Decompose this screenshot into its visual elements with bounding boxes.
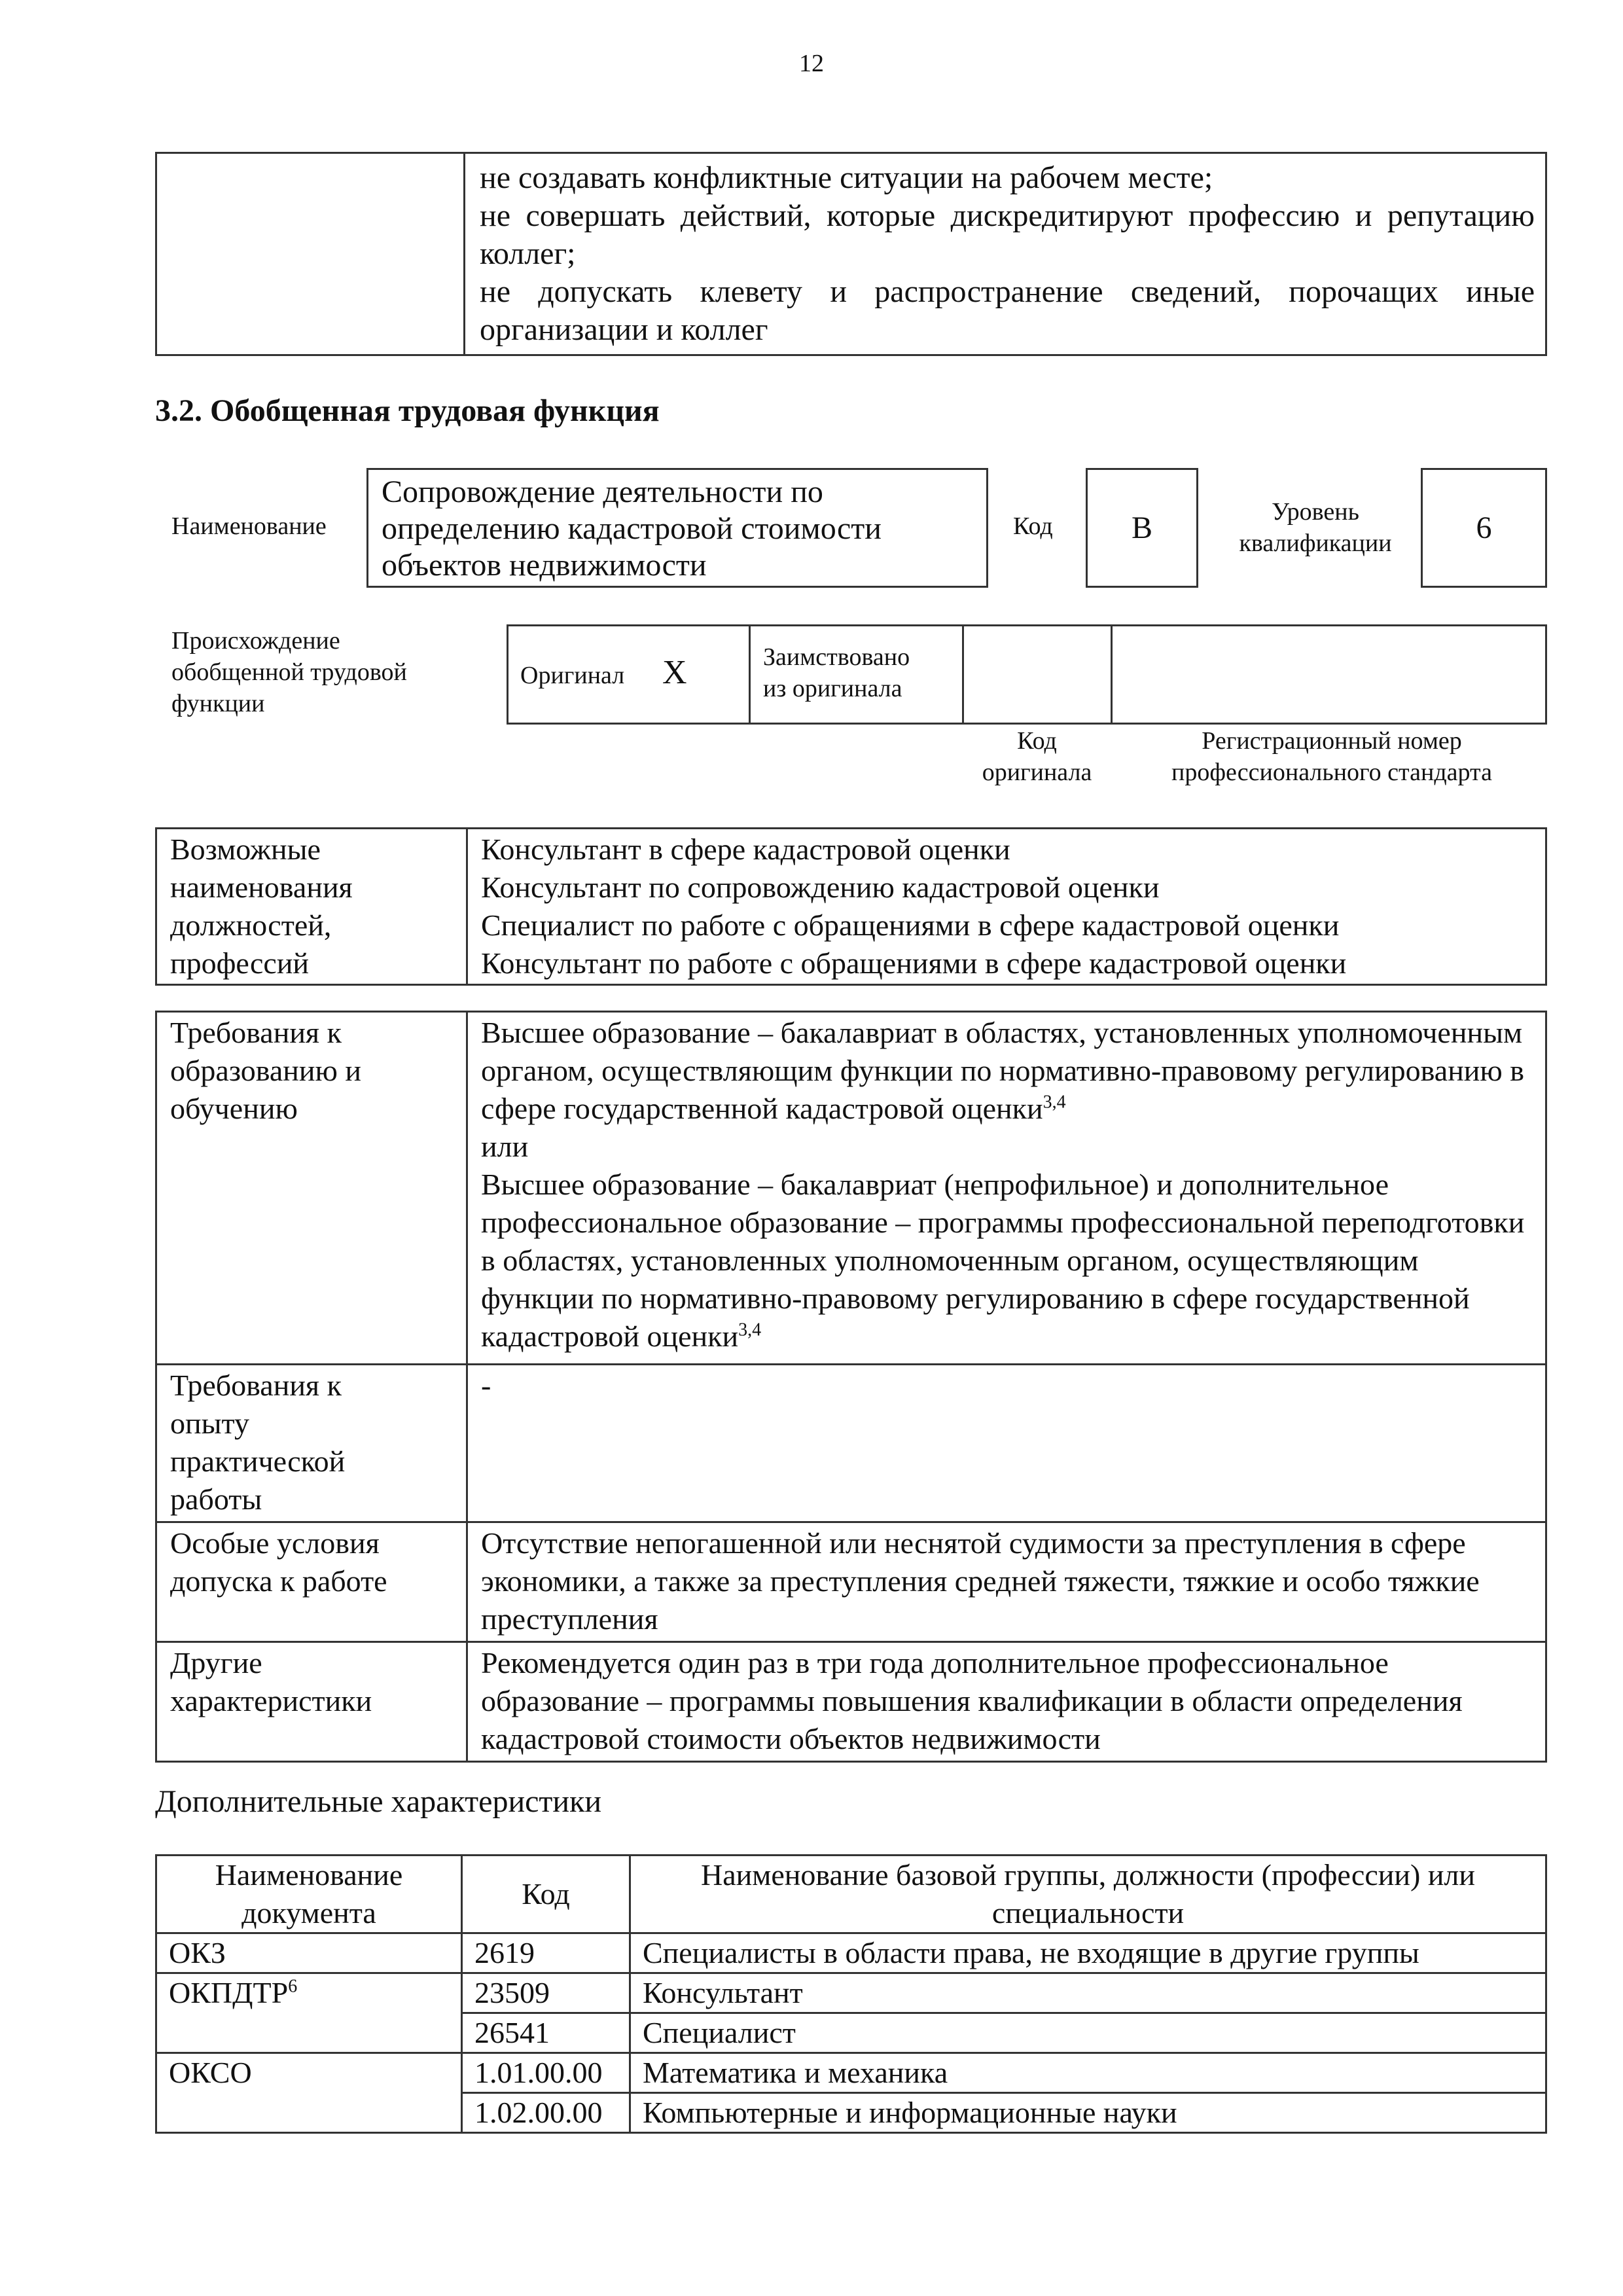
positions-label [156,829,467,985]
special-label-line: Особые условия [170,1526,380,1560]
education-label [156,1012,467,1365]
okz-name: Специалисты в области права, не входящие в другие группы [630,1933,1546,1973]
header-code: Код [462,1856,630,1933]
positions-label-line: должностей, [170,908,332,942]
footnote-ref: 3,4 [738,1319,762,1340]
continuation-line: организации и коллег [480,312,768,347]
okz-doc: ОКЗ [156,1933,462,1973]
caption-line: оригинала [982,759,1092,786]
continuation-line: не совершать действий, которые дискредитируют профессию и репутацию [480,198,1535,233]
gtf-code-label: Код [1013,512,1053,540]
education-text-2: Высшее образование – бакалавриат (непрофильное) и дополнительное профессиональное образование – программы профессиональной переподготовки в областях, установленных уполномоченным органом, осуществляющим функции по нормативно-правовому регулированию в сфере государственной кадастровой оценки [481,1168,1525,1353]
header-document: Наименование документа [156,1856,462,1933]
other-characteristics-label [156,1642,467,1762]
continuation-line: коллег; [480,236,576,271]
gtf-code-value: B [1086,468,1198,588]
education-label-line: обучению [170,1092,298,1125]
caption-line: профессионального стандарта [1171,759,1492,786]
gtf-name-value [366,468,988,588]
special-conditions-value: Отсутствие непогашенной или неснятой судимости за преступления в сфере экономики, а также за преступления средней тяжести, тяжкие и особо тяжкие преступления [467,1522,1546,1642]
other-label-line: Другие [170,1646,262,1679]
positions-label-line: Возможные [170,833,321,866]
page-number: 12 [799,50,824,77]
gtf-name-line: определению кадастровой стоимости [382,511,882,546]
gtf-level-label-line: квалификации [1239,529,1392,557]
caption-line: Регистрационный номер [1202,727,1462,755]
additional-heading: Дополнительные характеристики [155,1784,602,1819]
education-label-line: образованию и [170,1054,361,1087]
okso-code: 1.02.00.00 [462,2093,630,2133]
caption-line: Код [1017,727,1057,755]
gtf-origin-label [171,625,407,719]
positions-table [155,827,1547,986]
gtf-level-value: 6 [1421,468,1547,588]
gtf-original-label: Оригинал [520,662,625,689]
okpdtr-code: 26541 [462,2013,630,2053]
gtf-name-line: Сопровождение деятельности по [382,475,823,509]
experience-label [156,1365,467,1522]
okso-name: Компьютерные и информационные науки [630,2093,1546,2133]
position-item: Консультант по работе с обращениями в сфере кадастровой оценки [481,946,1347,980]
experience-value: - [467,1365,1546,1522]
gtf-name-line: объектов недвижимости [382,548,707,583]
okpdtr-doc-text: ОКПДТР [169,1976,289,2009]
additional-table [155,1854,1547,2134]
okso-name: Математика и механика [630,2053,1546,2093]
divider [1111,624,1113,725]
okz-code: 2619 [462,1933,630,1973]
gtf-origin-label-line: обобщенной трудовой [171,658,407,686]
gtf-name-label: Наименование [171,512,327,540]
education-label-line: Требования к [170,1016,342,1049]
requirements-table [155,1011,1547,1763]
gtf-borrowed-label [763,641,910,704]
divider [749,624,751,725]
gtf-level-label [1217,496,1414,559]
positions-label-line: профессий [170,946,310,980]
header-name: Наименование базовой группы, должности (профессии) или специальности [630,1856,1546,1933]
gtf-borrowed-line: Заимствовано [763,643,910,671]
okpdtr-doc [156,1973,462,2053]
positions-label-line: наименования [170,870,353,904]
continuation-empty-cell [156,153,465,355]
gtf-borrowed-line: из оригинала [763,675,902,702]
experience-label-line: Требования к [170,1369,342,1402]
okpdtr-name: Специалист [630,2013,1546,2053]
position-item: Консультант в сфере кадастровой оценки [481,833,1010,866]
gtf-reg-number-caption [1135,725,1528,788]
gtf-origin-label-line: Происхождение [171,627,340,655]
other-label-line: характеристики [170,1684,372,1717]
experience-label-line: практической [170,1444,346,1478]
education-or: или [481,1130,529,1163]
experience-label-line: работы [170,1482,262,1516]
special-label-line: допуска к работе [170,1564,387,1598]
gtf-original-mark: X [662,654,687,691]
experience-label-line: опыту [170,1407,250,1440]
gtf-orig-code-caption [957,725,1117,788]
okpdtr-code: 23509 [462,1973,630,2013]
continuation-line: не создавать конфликтные ситуации на рабочем месте; [480,160,1213,195]
position-item: Консультант по сопровождению кадастровой оценки [481,870,1160,904]
okpdtr-name: Консультант [630,1973,1546,2013]
gtf-origin-label-line: функции [171,690,265,717]
position-item: Специалист по работе с обращениями в сфере кадастровой оценки [481,908,1340,942]
footnote-ref: 3,4 [1043,1092,1066,1113]
footnote-ref: 6 [288,1976,298,1997]
other-characteristics-value: Рекомендуется один раз в три года дополнительное профессиональное образование – программы повышения квалификации в области определения кадастровой стоимости объектов недвижимости [467,1642,1546,1762]
education-text-1: Высшее образование – бакалавриат в областях, установленных уполномоченным органом, осуществляющим функции по нормативно-правовому регулированию в сфере государственной кадастровой оценки [481,1016,1525,1125]
continuation-content [465,153,1546,355]
positions-list [467,829,1546,985]
education-value [467,1012,1546,1365]
divider [962,624,964,725]
special-conditions-label [156,1522,467,1642]
continuation-table [155,152,1547,356]
okso-doc: ОКСО [156,2053,462,2133]
section-title: 3.2. Обобщенная трудовая функция [155,393,660,428]
continuation-line: не допускать клевету и распространение сведений, порочащих иные [480,274,1535,309]
okso-code: 1.01.00.00 [462,2053,630,2093]
gtf-level-label-line: Уровень [1272,498,1359,526]
